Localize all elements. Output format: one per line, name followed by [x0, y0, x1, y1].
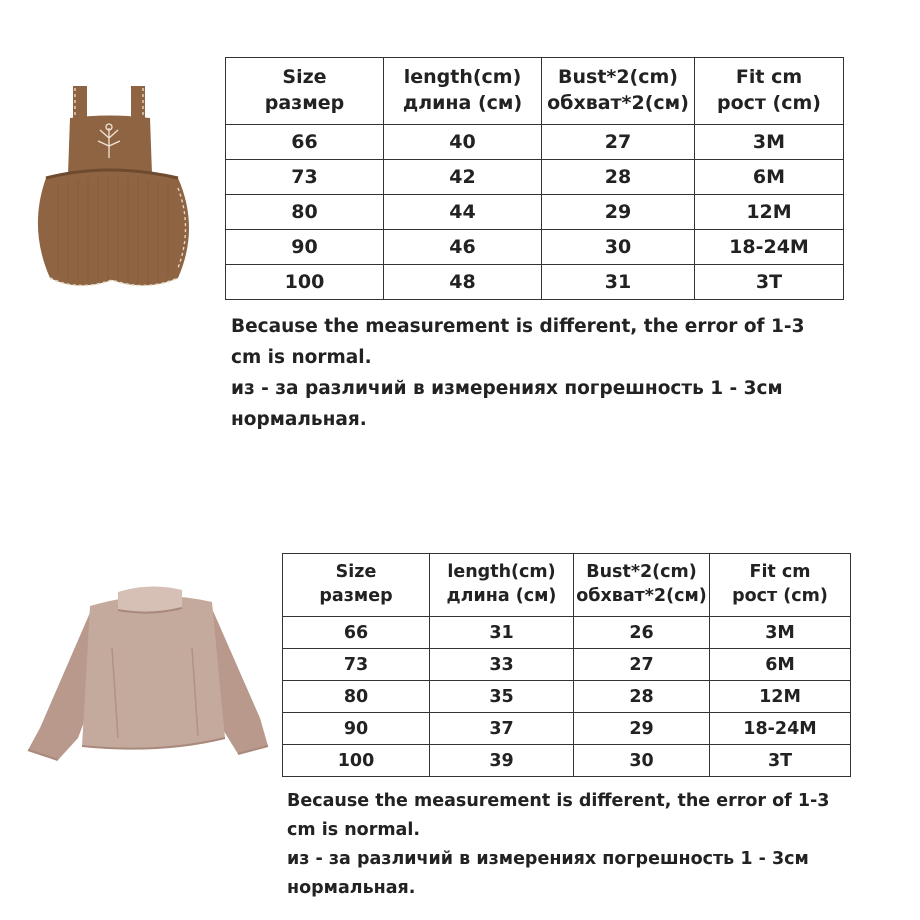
- cell-bust: 27: [574, 649, 710, 681]
- cell-length: 42: [384, 160, 542, 195]
- table-row: [226, 230, 844, 265]
- header-length: length(cm) длина (см): [384, 58, 542, 125]
- note-en-line-2: cm is normal.: [231, 347, 372, 368]
- cell-length: 35: [430, 681, 574, 713]
- header-fit: Fit cm рост (cm): [710, 554, 851, 617]
- table-row: [283, 617, 851, 649]
- cell-size: 80: [283, 681, 430, 713]
- cell-size: 80: [226, 195, 384, 230]
- cell-size: 73: [226, 160, 384, 195]
- corduroy-romper-image: [28, 78, 208, 298]
- cell-bust: 31: [542, 265, 695, 300]
- cell-fit: 18-24M: [695, 230, 844, 265]
- cell-bust: 28: [542, 160, 695, 195]
- cell-bust: 26: [574, 617, 710, 649]
- cell-size: 90: [226, 230, 384, 265]
- table-header-row: [283, 554, 851, 617]
- cell-length: 33: [430, 649, 574, 681]
- measurement-note-romper: [231, 311, 851, 435]
- cell-fit: 3M: [710, 617, 851, 649]
- table-header-row: [226, 58, 844, 125]
- note-en-line-2: cm is normal.: [287, 820, 421, 840]
- note-ru-line-2: нормальная.: [287, 878, 416, 898]
- cell-fit: 3T: [695, 265, 844, 300]
- size-table-sweater: [282, 553, 851, 777]
- note-ru-line-1: из - за различий в измерениях погрешность 1 - 3см: [231, 378, 783, 399]
- table-row: [226, 265, 844, 300]
- cell-length: 44: [384, 195, 542, 230]
- cell-fit: 12M: [695, 195, 844, 230]
- cell-bust: 29: [542, 195, 695, 230]
- cell-length: 31: [430, 617, 574, 649]
- cell-length: 39: [430, 745, 574, 777]
- header-bust: Bust*2(cm) обхват*2(см): [542, 58, 695, 125]
- cell-length: 37: [430, 713, 574, 745]
- cell-bust: 27: [542, 125, 695, 160]
- cell-fit: 6M: [695, 160, 844, 195]
- cell-size: 73: [283, 649, 430, 681]
- cell-size: 90: [283, 713, 430, 745]
- cell-bust: 30: [542, 230, 695, 265]
- table-row: [283, 649, 851, 681]
- cell-fit: 3M: [695, 125, 844, 160]
- header-size: Size размер: [226, 58, 384, 125]
- cell-bust: 30: [574, 745, 710, 777]
- cell-fit: 3T: [710, 745, 851, 777]
- cell-size: 66: [226, 125, 384, 160]
- cell-length: 48: [384, 265, 542, 300]
- header-bust: Bust*2(cm) обхват*2(см): [574, 554, 710, 617]
- measurement-note-sweater: [287, 787, 887, 903]
- table-row: [283, 713, 851, 745]
- cell-bust: 29: [574, 713, 710, 745]
- cell-length: 40: [384, 125, 542, 160]
- turtleneck-top-image: [20, 578, 275, 768]
- table-row: [226, 195, 844, 230]
- cell-length: 46: [384, 230, 542, 265]
- header-size: Size размер: [283, 554, 430, 617]
- cell-fit: 12M: [710, 681, 851, 713]
- cell-fit: 6M: [710, 649, 851, 681]
- cell-size: 100: [283, 745, 430, 777]
- cell-bust: 28: [574, 681, 710, 713]
- header-fit: Fit cm рост (cm): [695, 58, 844, 125]
- note-ru-line-1: из - за различий в измерениях погрешность 1 - 3см: [287, 849, 809, 869]
- note-en-line-1: Because the measurement is different, the error of 1-3: [231, 316, 805, 337]
- header-length: length(cm) длина (см): [430, 554, 574, 617]
- cell-size: 100: [226, 265, 384, 300]
- cell-fit: 18-24M: [710, 713, 851, 745]
- note-ru-line-2: нормальная.: [231, 409, 367, 430]
- size-table-romper: [225, 57, 844, 300]
- table-row: [226, 125, 844, 160]
- table-row: [283, 745, 851, 777]
- table-row: [283, 681, 851, 713]
- table-row: [226, 160, 844, 195]
- note-en-line-1: Because the measurement is different, the error of 1-3: [287, 791, 830, 811]
- cell-size: 66: [283, 617, 430, 649]
